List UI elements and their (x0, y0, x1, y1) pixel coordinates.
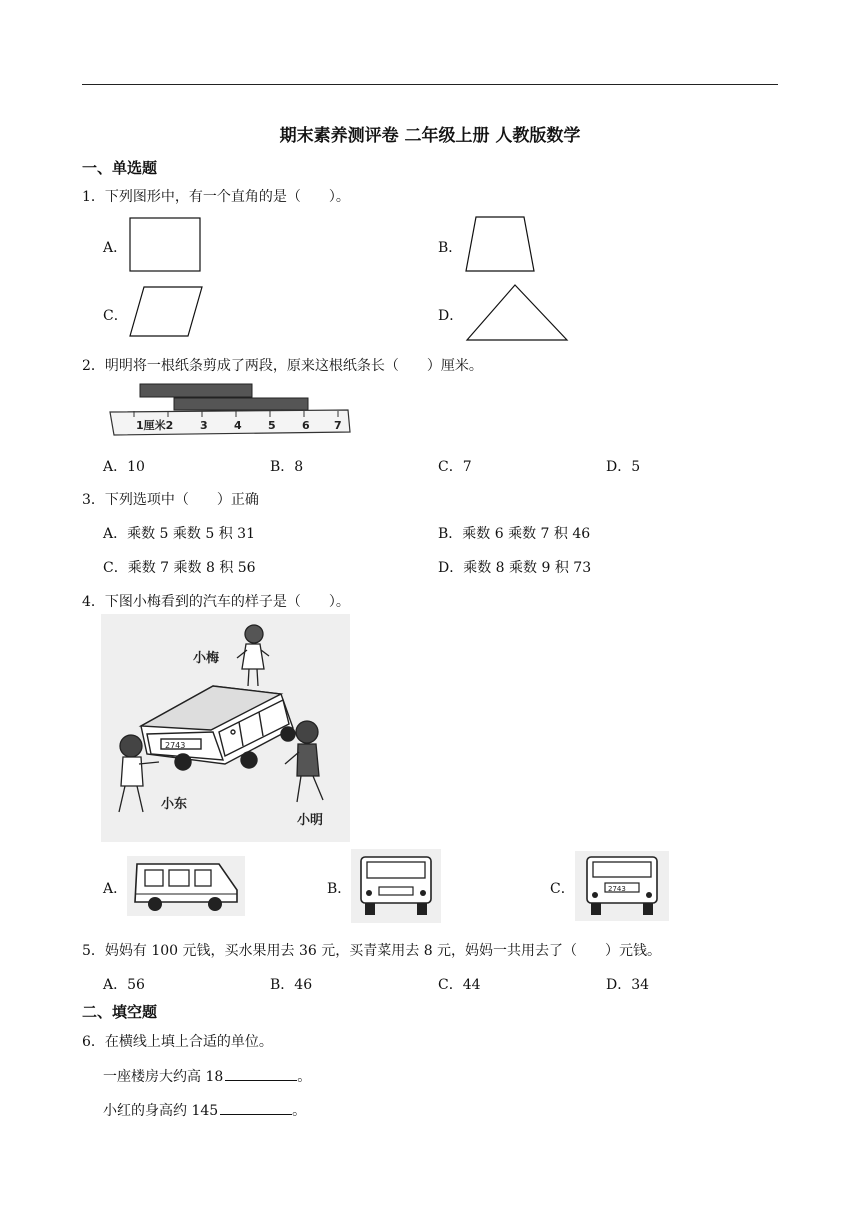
header-rule (82, 84, 778, 85)
q2-option-c: C．7 (438, 459, 472, 475)
q1-option-b-label: B． (438, 240, 463, 256)
ruler-label: 5 (268, 419, 276, 432)
question-3-stem: 3．下列选项中（ ）正确 (82, 492, 259, 508)
label-xiaodong: 小东 (161, 797, 188, 812)
rear-plate: 2743 (608, 885, 626, 893)
rectangle-figure (128, 216, 204, 274)
parallelogram-figure (128, 284, 206, 340)
q3-option-b: B．乘数 6 乘数 7 积 46 (438, 526, 591, 542)
page-title: 期末素养测评卷 二年级上册 人教版数学 (279, 126, 581, 146)
question-2-stem: 2．明明将一根纸条剪成了两段，原来这根纸条长（ ）厘米。 (82, 358, 483, 374)
q1-option-d-label: D． (438, 308, 464, 324)
car-plate: 2743 (165, 741, 186, 750)
question-6-stem: 6．在横线上填上合适的单位。 (82, 1034, 273, 1050)
van-front-view (351, 849, 441, 923)
car-and-children-scene (101, 614, 350, 842)
q1-option-c-label: C． (103, 308, 128, 324)
q1-option-a-label: A． (103, 240, 128, 256)
answer-blank[interactable] (220, 1100, 292, 1115)
trapezoid-figure (462, 214, 538, 276)
section-heading-fill-blank: 二、填空题 (82, 1003, 158, 1021)
question-1-stem: 1．下列图形中，有一个直角的是（ ）。 (82, 189, 350, 205)
q3-option-a: A．乘数 5 乘数 5 积 31 (103, 526, 255, 542)
q6-line-1-text: 一座楼房大约高 18 (103, 1069, 224, 1085)
ruler-label: 7 (334, 419, 342, 432)
ruler-with-paper-strips (104, 380, 354, 438)
q2-option-d: D．5 (606, 459, 641, 475)
q4-option-b-label: B． (327, 881, 352, 897)
question-5-stem: 5．妈妈有 100 元钱，买水果用去 36 元，买青菜用去 8 元，妈妈一共用去了（ ）元钱。 (82, 943, 662, 959)
q6-line-2 (103, 1100, 306, 1120)
q3-option-d: D．乘数 8 乘数 9 积 73 (438, 560, 592, 576)
q4-option-c-label: C． (550, 881, 575, 897)
label-xiaomei: 小梅 (193, 651, 220, 666)
q5-option-b: B．46 (270, 977, 313, 993)
q2-option-a: A．10 (103, 459, 145, 475)
question-4-stem: 4．下图小梅看到的汽车的样子是（ ）。 (82, 594, 350, 610)
ruler-label: 3 (200, 419, 208, 432)
q2-option-b: B．8 (270, 459, 304, 475)
section-heading-single-choice: 一、单选题 (82, 159, 158, 177)
q6-line-1-end: 。 (297, 1069, 312, 1085)
q5-option-c: C．44 (438, 977, 481, 993)
answer-blank[interactable] (225, 1066, 297, 1081)
q5-option-a: A．56 (103, 977, 145, 993)
triangle-figure (464, 282, 570, 344)
van-side-view (127, 856, 245, 916)
q6-line-2-text: 小红的身高约 145 (103, 1103, 219, 1119)
ruler-label: 4 (234, 419, 242, 432)
q6-line-1 (103, 1066, 311, 1086)
ruler-label: 1厘米2 (136, 419, 174, 432)
van-rear-view (575, 851, 669, 921)
q6-line-2-end: 。 (292, 1103, 307, 1119)
q4-option-a-label: A． (103, 881, 128, 897)
q5-option-d: D．34 (606, 977, 650, 993)
q3-option-c: C．乘数 7 乘数 8 积 56 (103, 560, 256, 576)
ruler-label: 6 (302, 419, 310, 432)
label-xiaoming: 小明 (297, 813, 324, 828)
